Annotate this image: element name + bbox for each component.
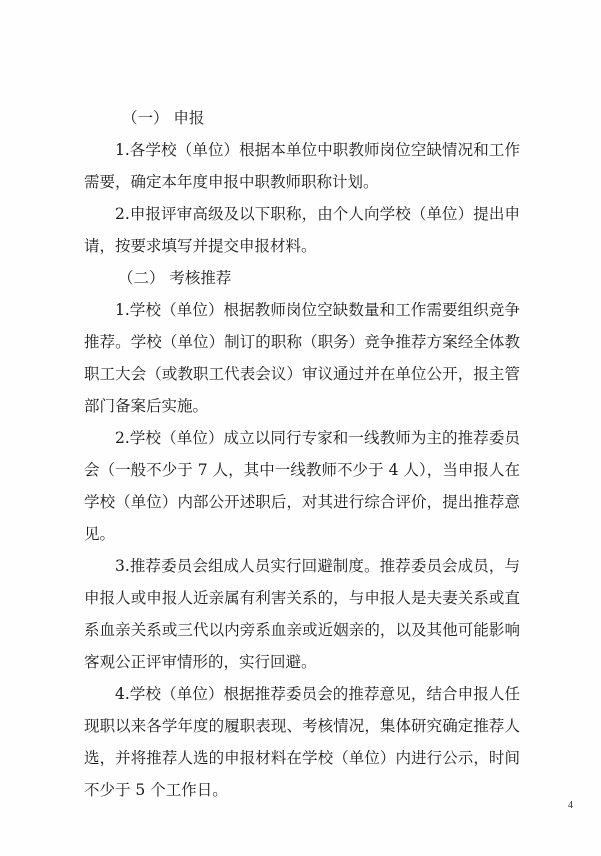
paragraph-line: 2.申报评审高级及以下职称，由个人向学校（单位）提出申 — [115, 205, 520, 223]
section-heading-application: （一） 申报 — [122, 109, 205, 127]
paragraph-line: 1.各学校（单位）根据本单位中职教师岗位空缺情况和工作 — [115, 141, 520, 159]
paragraph-2-3 — [84, 550, 520, 678]
paragraph-line: 2.学校（单位）成立以同行专家和一线教师为主的推荐委员 — [115, 429, 520, 447]
paragraph-line: 会（一般不少于 7 人，其中一线教师不少于 4 人），当申报人在 — [84, 461, 520, 479]
page-number: 4 — [568, 800, 573, 811]
paragraph-line: 客观公正评审情形的，实行回避。 — [84, 653, 317, 671]
paragraph-line: 职工大会（或教职工代表会议）审议通过并在单位公开，报主管 — [84, 365, 520, 383]
paragraph-2-4 — [84, 678, 520, 806]
paragraph-line: 推荐。学校（单位）制订的职称（职务）竞争推荐方案经全体教 — [84, 333, 520, 351]
paragraph-2-1 — [84, 294, 520, 422]
paragraph-1-1 — [84, 134, 520, 198]
paragraph-line: 1.学校（单位）根据教师岗位空缺数量和工作需要组织竞争 — [115, 301, 520, 319]
paragraph-line: 学校（单位）内部公开述职后，对其进行综合评价，提出推荐意 — [84, 493, 520, 511]
paragraph-line: 部门备案后实施。 — [84, 397, 209, 415]
paragraph-line: 系血亲关系或三代以内旁系血亲或近姻亲的，以及其他可能影响 — [84, 621, 520, 639]
document-body — [84, 102, 520, 806]
paragraph-line: 申报人或申报人近亲属有利害关系的，与申报人是夫妻关系或直 — [84, 589, 520, 607]
paragraph-1-2 — [84, 198, 520, 262]
paragraph-line: 3.推荐委员会组成人员实行回避制度。推荐委员会成员，与 — [115, 557, 520, 575]
paragraph-line: 需要，确定本年度申报中职教师职称计划。 — [84, 173, 379, 191]
paragraph-line: 现职以来各学年度的履职表现、考核情况，集体研究确定推荐人 — [84, 717, 520, 735]
paragraph-2-2 — [84, 422, 520, 550]
section-heading-assessment: （二） 考核推荐 — [118, 269, 232, 287]
paragraph-line: 请，按要求填写并提交申报材料。 — [84, 237, 317, 255]
paragraph-line: 选，并将推荐人选的申报材料在学校（单位）内进行公示，时间 — [84, 749, 520, 767]
paragraph-line: 不少于 5 个工作日。 — [84, 781, 228, 799]
paragraph-line: 4.学校（单位）根据推荐委员会的推荐意见，结合申报人任 — [115, 685, 520, 703]
paragraph-line: 见。 — [84, 525, 116, 543]
